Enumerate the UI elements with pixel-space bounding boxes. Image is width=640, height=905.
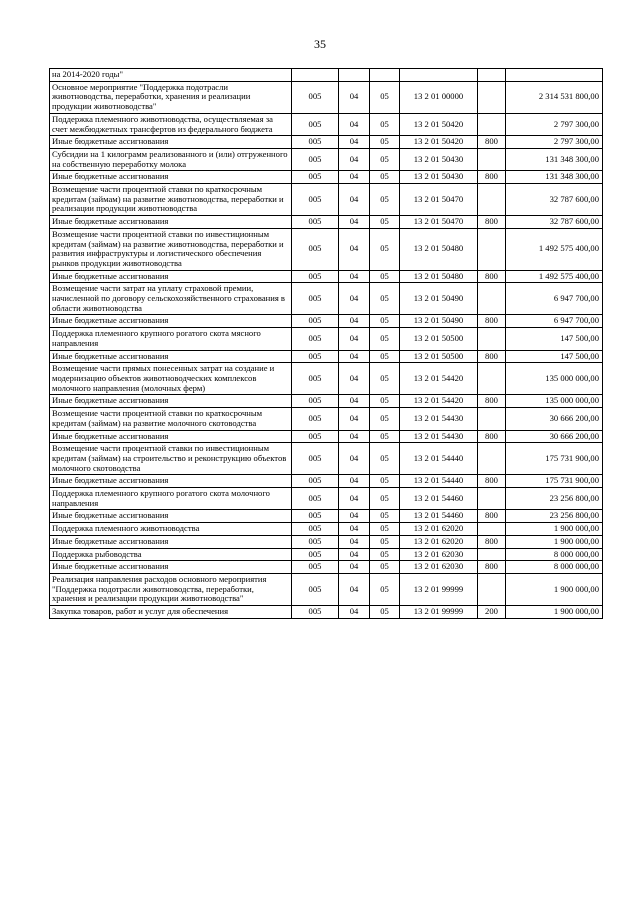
cell-expense-name: Иные бюджетные ассигнования [50, 510, 292, 523]
cell-target-article-code: 13 2 01 54440 [400, 443, 478, 475]
cell-expense-type-code: 200 [478, 606, 506, 619]
cell-expense-type-code: 800 [478, 315, 506, 328]
cell-target-article-code: 13 2 01 54430 [400, 408, 478, 430]
cell-expense-name: Иные бюджетные ассигнования [50, 136, 292, 149]
cell-subsection-code: 05 [370, 171, 400, 184]
cell-ministry-code: 005 [292, 171, 339, 184]
cell-amount: 30 666 200,00 [506, 408, 603, 430]
cell-section-code: 04 [339, 171, 370, 184]
cell-ministry-code: 005 [292, 535, 339, 548]
cell-expense-name: Поддержка племенного животноводства [50, 523, 292, 536]
table-row [50, 171, 603, 184]
cell-target-article-code: 13 2 01 62020 [400, 535, 478, 548]
cell-target-article-code: 13 2 01 50490 [400, 315, 478, 328]
table-row [50, 573, 603, 605]
cell-section-code: 04 [339, 148, 370, 170]
cell-section-code: 04 [339, 523, 370, 536]
cell-target-article-code: 13 2 01 62030 [400, 561, 478, 574]
cell-amount: 6 947 700,00 [506, 315, 603, 328]
cell-expense-type-code [478, 283, 506, 315]
cell-section-code: 04 [339, 113, 370, 135]
cell-section-code: 04 [339, 488, 370, 510]
cell-subsection-code: 05 [370, 228, 400, 270]
cell-amount: 175 731 900,00 [506, 475, 603, 488]
cell-section-code: 04 [339, 315, 370, 328]
cell-expense-type-code [478, 548, 506, 561]
cell-expense-name: Иные бюджетные ассигнования [50, 216, 292, 229]
cell-section-code: 04 [339, 475, 370, 488]
cell-ministry-code: 005 [292, 228, 339, 270]
cell-subsection-code: 05 [370, 488, 400, 510]
cell-subsection-code: 05 [370, 395, 400, 408]
cell-section-code: 04 [339, 606, 370, 619]
cell-subsection-code: 05 [370, 573, 400, 605]
cell-section-code: 04 [339, 216, 370, 229]
table-row [50, 363, 603, 395]
cell-ministry-code: 005 [292, 606, 339, 619]
cell-ministry-code: 005 [292, 328, 339, 350]
cell-expense-name: Закупка товаров, работ и услуг для обеспечения [50, 606, 292, 619]
cell-amount: 6 947 700,00 [506, 283, 603, 315]
budget-table [49, 68, 603, 619]
table-row [50, 523, 603, 536]
cell-section-code: 04 [339, 443, 370, 475]
table-row [50, 510, 603, 523]
cell-target-article-code: 13 2 01 50490 [400, 283, 478, 315]
cell-expense-name: Возмещение части процентной ставки по инвестиционным кредитам (займам) на строительство и реконструкцию объектов молочного скотоводства [50, 443, 292, 475]
cell-target-article-code: 13 2 01 50480 [400, 228, 478, 270]
cell-expense-type-code: 800 [478, 510, 506, 523]
cell-ministry-code [292, 69, 339, 82]
cell-expense-type-code [478, 81, 506, 113]
table-row [50, 69, 603, 82]
page-number: 35 [314, 37, 326, 51]
cell-section-code [339, 69, 370, 82]
table-row [50, 535, 603, 548]
cell-section-code: 04 [339, 350, 370, 363]
cell-expense-name: Иные бюджетные ассигнования [50, 171, 292, 184]
cell-expense-type-code [478, 328, 506, 350]
cell-amount: 147 500,00 [506, 328, 603, 350]
cell-amount: 30 666 200,00 [506, 430, 603, 443]
cell-subsection-code: 05 [370, 561, 400, 574]
cell-target-article-code: 13 2 01 54430 [400, 430, 478, 443]
cell-subsection-code: 05 [370, 535, 400, 548]
cell-expense-name: Возмещение части процентной ставки по инвестиционным кредитам (займам) на развитие животноводства, переработки и развития инфраструктуры и логистического обеспечения рынков продукции животноводства [50, 228, 292, 270]
table-row [50, 408, 603, 430]
cell-amount: 2 797 300,00 [506, 136, 603, 149]
table-row [50, 548, 603, 561]
cell-expense-name: Поддержка племенного крупного рогатого скота молочного направления [50, 488, 292, 510]
cell-subsection-code: 05 [370, 216, 400, 229]
cell-target-article-code: 13 2 01 00000 [400, 81, 478, 113]
cell-expense-name: Иные бюджетные ассигнования [50, 475, 292, 488]
cell-amount: 32 787 600,00 [506, 216, 603, 229]
cell-section-code: 04 [339, 548, 370, 561]
cell-ministry-code: 005 [292, 523, 339, 536]
cell-subsection-code: 05 [370, 350, 400, 363]
table-row [50, 395, 603, 408]
table-row [50, 184, 603, 216]
cell-expense-type-code: 800 [478, 270, 506, 283]
cell-expense-type-code: 800 [478, 350, 506, 363]
cell-ministry-code: 005 [292, 350, 339, 363]
table-body [50, 69, 603, 619]
cell-expense-name: Иные бюджетные ассигнования [50, 315, 292, 328]
cell-section-code: 04 [339, 136, 370, 149]
cell-ministry-code: 005 [292, 270, 339, 283]
cell-expense-name: Иные бюджетные ассигнования [50, 270, 292, 283]
table-row [50, 443, 603, 475]
cell-subsection-code: 05 [370, 113, 400, 135]
cell-subsection-code: 05 [370, 270, 400, 283]
cell-target-article-code: 13 2 01 54420 [400, 395, 478, 408]
cell-subsection-code: 05 [370, 523, 400, 536]
cell-section-code: 04 [339, 228, 370, 270]
table-row [50, 270, 603, 283]
cell-section-code: 04 [339, 395, 370, 408]
cell-section-code: 04 [339, 561, 370, 574]
cell-expense-name: Иные бюджетные ассигнования [50, 430, 292, 443]
cell-expense-name: Поддержка племенного животноводства, осуществляемая за счет межбюджетных трансфертов из федерального бюджета [50, 113, 292, 135]
cell-section-code: 04 [339, 270, 370, 283]
cell-section-code: 04 [339, 328, 370, 350]
cell-ministry-code: 005 [292, 315, 339, 328]
cell-expense-type-code [478, 363, 506, 395]
cell-subsection-code: 05 [370, 475, 400, 488]
cell-target-article-code: 13 2 01 62030 [400, 548, 478, 561]
cell-ministry-code: 005 [292, 81, 339, 113]
cell-target-article-code: 13 2 01 50420 [400, 113, 478, 135]
cell-expense-type-code: 800 [478, 216, 506, 229]
cell-amount: 1 900 000,00 [506, 535, 603, 548]
cell-amount: 23 256 800,00 [506, 510, 603, 523]
cell-amount: 135 000 000,00 [506, 395, 603, 408]
cell-ministry-code: 005 [292, 475, 339, 488]
table-row [50, 606, 603, 619]
cell-ministry-code: 005 [292, 510, 339, 523]
cell-subsection-code: 05 [370, 328, 400, 350]
cell-target-article-code: 13 2 01 50500 [400, 350, 478, 363]
cell-target-article-code: 13 2 01 99999 [400, 573, 478, 605]
table-row [50, 350, 603, 363]
table-row [50, 475, 603, 488]
table-row [50, 216, 603, 229]
cell-expense-name: Иные бюджетные ассигнования [50, 535, 292, 548]
cell-subsection-code: 05 [370, 184, 400, 216]
cell-target-article-code: 13 2 01 50420 [400, 136, 478, 149]
cell-section-code: 04 [339, 430, 370, 443]
cell-ministry-code: 005 [292, 488, 339, 510]
cell-amount: 8 000 000,00 [506, 548, 603, 561]
cell-expense-name: Возмещение части процентной ставки по краткосрочным кредитам (займам) на развитие животноводства, переработки и реализации продукции животноводства [50, 184, 292, 216]
cell-ministry-code: 005 [292, 395, 339, 408]
cell-expense-type-code [478, 228, 506, 270]
cell-subsection-code: 05 [370, 136, 400, 149]
cell-ministry-code: 005 [292, 184, 339, 216]
cell-amount [506, 69, 603, 82]
cell-expense-type-code [478, 408, 506, 430]
cell-amount: 1 492 575 400,00 [506, 270, 603, 283]
cell-ministry-code: 005 [292, 443, 339, 475]
cell-target-article-code: 13 2 01 50430 [400, 171, 478, 184]
cell-section-code: 04 [339, 184, 370, 216]
cell-amount: 32 787 600,00 [506, 184, 603, 216]
table-row [50, 136, 603, 149]
cell-expense-name: Иные бюджетные ассигнования [50, 395, 292, 408]
cell-expense-type-code [478, 573, 506, 605]
cell-section-code: 04 [339, 363, 370, 395]
cell-target-article-code: 13 2 01 54420 [400, 363, 478, 395]
cell-subsection-code: 05 [370, 283, 400, 315]
cell-ministry-code: 005 [292, 136, 339, 149]
cell-section-code: 04 [339, 283, 370, 315]
cell-section-code: 04 [339, 81, 370, 113]
cell-ministry-code: 005 [292, 430, 339, 443]
cell-subsection-code: 05 [370, 510, 400, 523]
cell-expense-name: Иные бюджетные ассигнования [50, 561, 292, 574]
cell-ministry-code: 005 [292, 573, 339, 605]
cell-target-article-code: 13 2 01 50470 [400, 216, 478, 229]
cell-subsection-code: 05 [370, 548, 400, 561]
cell-subsection-code: 05 [370, 363, 400, 395]
cell-amount: 175 731 900,00 [506, 443, 603, 475]
cell-target-article-code: 13 2 01 54460 [400, 510, 478, 523]
cell-expense-type-code: 800 [478, 475, 506, 488]
cell-target-article-code: 13 2 01 50430 [400, 148, 478, 170]
cell-target-article-code: 13 2 01 50470 [400, 184, 478, 216]
table-row [50, 488, 603, 510]
cell-target-article-code: 13 2 01 50500 [400, 328, 478, 350]
cell-expense-type-code: 800 [478, 535, 506, 548]
cell-expense-type-code [478, 69, 506, 82]
cell-subsection-code: 05 [370, 606, 400, 619]
cell-amount: 131 348 300,00 [506, 148, 603, 170]
cell-expense-name: Поддержка рыбоводства [50, 548, 292, 561]
cell-ministry-code: 005 [292, 113, 339, 135]
cell-section-code: 04 [339, 510, 370, 523]
cell-target-article-code: 13 2 01 54460 [400, 488, 478, 510]
table-row [50, 113, 603, 135]
cell-expense-type-code [478, 443, 506, 475]
cell-ministry-code: 005 [292, 561, 339, 574]
cell-expense-type-code [478, 488, 506, 510]
cell-amount: 135 000 000,00 [506, 363, 603, 395]
cell-subsection-code: 05 [370, 430, 400, 443]
table-row [50, 561, 603, 574]
cell-expense-name: Возмещение части затрат на уплату страховой премии, начисленной по договору сельскохозяйственного страхования в области животноводства [50, 283, 292, 315]
cell-subsection-code: 05 [370, 315, 400, 328]
cell-expense-type-code [478, 523, 506, 536]
cell-expense-type-code [478, 113, 506, 135]
cell-section-code: 04 [339, 573, 370, 605]
cell-amount: 23 256 800,00 [506, 488, 603, 510]
cell-amount: 147 500,00 [506, 350, 603, 363]
cell-expense-name: Иные бюджетные ассигнования [50, 350, 292, 363]
cell-subsection-code: 05 [370, 443, 400, 475]
table-row [50, 228, 603, 270]
cell-section-code: 04 [339, 408, 370, 430]
cell-subsection-code: 05 [370, 81, 400, 113]
cell-target-article-code: 13 2 01 99999 [400, 606, 478, 619]
cell-subsection-code: 05 [370, 408, 400, 430]
cell-expense-type-code: 800 [478, 136, 506, 149]
table-row [50, 430, 603, 443]
cell-amount: 1 900 000,00 [506, 523, 603, 536]
table-row [50, 328, 603, 350]
cell-ministry-code: 005 [292, 363, 339, 395]
cell-target-article-code: 13 2 01 62020 [400, 523, 478, 536]
cell-amount: 1 900 000,00 [506, 573, 603, 605]
cell-section-code: 04 [339, 535, 370, 548]
cell-expense-name: Поддержка племенного крупного рогатого скота мясного направления [50, 328, 292, 350]
cell-expense-name: на 2014-2020 годы" [50, 69, 292, 82]
cell-subsection-code [370, 69, 400, 82]
cell-ministry-code: 005 [292, 548, 339, 561]
cell-expense-type-code [478, 184, 506, 216]
cell-expense-type-code: 800 [478, 430, 506, 443]
table-row [50, 283, 603, 315]
cell-expense-name: Реализация направления расходов основного мероприятия "Поддержка подотрасли животноводства, переработки, хранения и реализации продукции животноводства" [50, 573, 292, 605]
cell-ministry-code: 005 [292, 283, 339, 315]
cell-expense-type-code: 800 [478, 171, 506, 184]
cell-amount: 131 348 300,00 [506, 171, 603, 184]
cell-target-article-code: 13 2 01 50480 [400, 270, 478, 283]
cell-subsection-code: 05 [370, 148, 400, 170]
table-row [50, 81, 603, 113]
cell-amount: 1 492 575 400,00 [506, 228, 603, 270]
cell-expense-type-code [478, 148, 506, 170]
cell-expense-name: Возмещение части процентной ставки по краткосрочным кредитам (займам) на развитие молочного скотоводства [50, 408, 292, 430]
cell-amount: 8 000 000,00 [506, 561, 603, 574]
cell-expense-name: Основное мероприятие "Поддержка подотрасли животноводства, переработки, хранения и реализации продукции животноводства" [50, 81, 292, 113]
table-row [50, 148, 603, 170]
cell-amount: 2 314 531 800,00 [506, 81, 603, 113]
cell-amount: 2 797 300,00 [506, 113, 603, 135]
cell-expense-name: Субсидии на 1 килограмм реализованного и (или) отгруженного на собственную переработку молока [50, 148, 292, 170]
cell-expense-name: Возмещение части прямых понесенных затрат на создание и модернизацию объектов животноводческих комплексов молочного направления (молочных ферм) [50, 363, 292, 395]
cell-expense-type-code: 800 [478, 561, 506, 574]
table-row [50, 315, 603, 328]
cell-target-article-code [400, 69, 478, 82]
cell-expense-type-code: 800 [478, 395, 506, 408]
cell-ministry-code: 005 [292, 408, 339, 430]
cell-ministry-code: 005 [292, 216, 339, 229]
cell-target-article-code: 13 2 01 54440 [400, 475, 478, 488]
cell-ministry-code: 005 [292, 148, 339, 170]
cell-amount: 1 900 000,00 [506, 606, 603, 619]
